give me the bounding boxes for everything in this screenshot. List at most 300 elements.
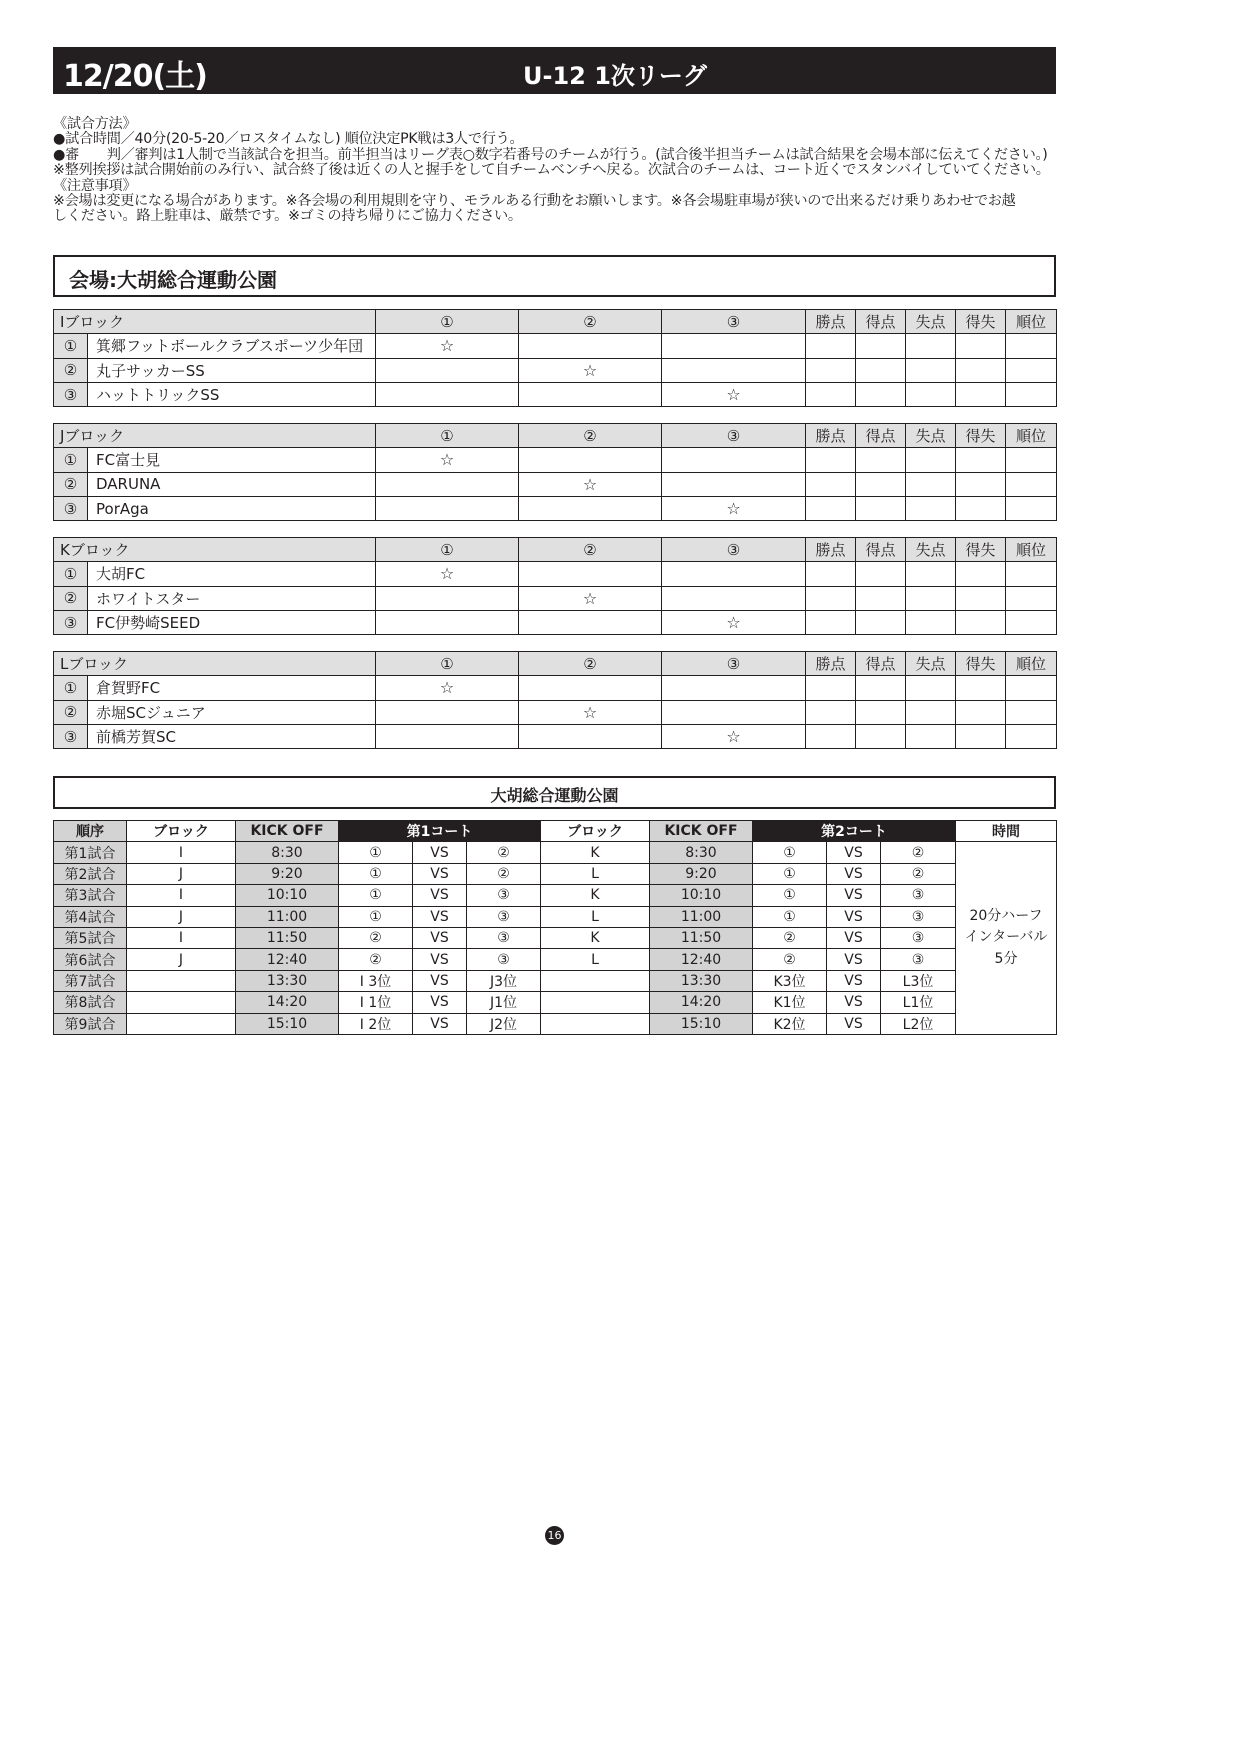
schedule-row <box>54 1013 1057 1034</box>
home-court-1: I 2位 <box>339 1013 413 1034</box>
venue-box <box>53 255 1056 297</box>
result-cell <box>856 382 906 406</box>
block-court-2: K <box>541 885 650 906</box>
result-cell <box>662 472 806 496</box>
result-cell <box>856 610 906 634</box>
vs-court-2: VS <box>827 927 881 948</box>
team-number: ① <box>54 448 88 472</box>
away-court-2: ③ <box>881 906 956 927</box>
team-name: DARUNA <box>88 472 376 496</box>
team-number: ② <box>54 472 88 496</box>
vs-court-2: VS <box>827 906 881 927</box>
star-icon: ☆ <box>662 610 806 634</box>
notes-line: ●審 判／審判は1人制で当該試合を担当。前半担当はリーグ表○数字若番号のチームが行う。(試合後半担当チームは試合結果を会場本部に伝えてください。) <box>53 146 1048 163</box>
header-block-1: ブロック <box>127 821 236 842</box>
home-court-2: K3位 <box>753 970 827 991</box>
block-column-header: ② <box>519 538 662 562</box>
match-schedule-table <box>53 820 1057 1035</box>
vs-court-1: VS <box>413 885 467 906</box>
away-court-1: ③ <box>467 885 541 906</box>
block-column-header: 失点 <box>906 424 956 448</box>
team-row <box>54 382 1057 406</box>
team-number: ② <box>54 586 88 610</box>
block-column-header: ③ <box>662 538 806 562</box>
vs-court-1: VS <box>413 842 467 863</box>
star-icon: ☆ <box>519 586 662 610</box>
away-court-2: ③ <box>881 885 956 906</box>
result-cell <box>519 562 662 586</box>
block-court-1 <box>127 1013 236 1034</box>
result-cell <box>956 448 1006 472</box>
kickoff-court-1: 10:10 <box>236 885 339 906</box>
team-row <box>54 358 1057 382</box>
time-note-line: 20分ハーフ <box>969 908 1043 925</box>
result-cell <box>1006 676 1057 700</box>
block-court-1 <box>127 992 236 1013</box>
vs-court-1: VS <box>413 927 467 948</box>
schedule-header-row <box>54 821 1057 842</box>
team-row <box>54 700 1057 724</box>
match-order: 第2試合 <box>54 863 127 884</box>
match-order: 第8試合 <box>54 992 127 1013</box>
block-column-header: ② <box>519 310 662 334</box>
schedule-row <box>54 906 1057 927</box>
result-cell <box>662 676 806 700</box>
result-cell <box>856 676 906 700</box>
home-court-2: ② <box>753 949 827 970</box>
kickoff-court-1: 13:30 <box>236 970 339 991</box>
vs-court-2: VS <box>827 885 881 906</box>
block-column-header: 得点 <box>856 652 906 676</box>
result-cell <box>806 472 856 496</box>
schedule-row <box>54 992 1057 1013</box>
home-court-1: ① <box>339 842 413 863</box>
block-court-1 <box>127 970 236 991</box>
vs-court-2: VS <box>827 863 881 884</box>
kickoff-court-1: 15:10 <box>236 1013 339 1034</box>
block-column-header: 得失 <box>956 652 1006 676</box>
vs-court-2: VS <box>827 842 881 863</box>
match-order: 第1試合 <box>54 842 127 863</box>
rules-notes <box>53 117 1063 225</box>
team-name: ホワイトスター <box>88 586 376 610</box>
result-cell <box>906 382 956 406</box>
block-column-header: ① <box>376 310 519 334</box>
result-cell <box>376 472 519 496</box>
result-cell <box>956 382 1006 406</box>
result-cell <box>1006 358 1057 382</box>
kickoff-court-1: 11:50 <box>236 927 339 948</box>
schedule-row <box>54 970 1057 991</box>
result-cell <box>956 610 1006 634</box>
block-column-header: ③ <box>662 424 806 448</box>
result-cell <box>956 472 1006 496</box>
schedule-row <box>54 885 1057 906</box>
schedule-title-box <box>53 776 1056 809</box>
result-cell <box>956 562 1006 586</box>
match-order: 第5試合 <box>54 927 127 948</box>
result-cell <box>906 496 956 520</box>
match-order: 第9試合 <box>54 1013 127 1034</box>
page-header-bar <box>53 47 1056 94</box>
team-name: ハットトリックSS <box>88 382 376 406</box>
kickoff-court-2: 12:40 <box>650 949 753 970</box>
result-cell <box>376 700 519 724</box>
block-column-header: 失点 <box>906 652 956 676</box>
team-row <box>54 496 1057 520</box>
result-cell <box>856 562 906 586</box>
header-court-2: 第2コート <box>753 821 956 842</box>
result-cell <box>856 724 906 748</box>
team-name: 丸子サッカーSS <box>88 358 376 382</box>
result-cell <box>806 700 856 724</box>
team-row <box>54 448 1057 472</box>
team-row <box>54 676 1057 700</box>
result-cell <box>856 586 906 610</box>
result-cell <box>856 496 906 520</box>
result-cell <box>1006 334 1057 358</box>
block-court-1: J <box>127 863 236 884</box>
block-column-header: ① <box>376 652 519 676</box>
block-court-2 <box>541 992 650 1013</box>
result-cell <box>519 334 662 358</box>
block-column-header: 得点 <box>856 424 906 448</box>
header-time: 時間 <box>956 821 1057 842</box>
home-court-2: K2位 <box>753 1013 827 1034</box>
time-note-line: 5分 <box>994 950 1018 967</box>
star-icon: ☆ <box>662 496 806 520</box>
block-name: Kブロック <box>54 538 376 562</box>
vs-court-2: VS <box>827 949 881 970</box>
match-order: 第6試合 <box>54 949 127 970</box>
header-title: U-12 1次リーグ <box>523 62 707 90</box>
vs-court-1: VS <box>413 970 467 991</box>
star-icon: ☆ <box>376 448 519 472</box>
block-table <box>53 651 1057 749</box>
notes-line: ※整列挨拶は試合開始前のみ行い、試合終了後は近くの人と握手をして自チームベンチへ戻る。次試合のチームは、コート近くでスタンバイしていてください。 <box>53 162 1050 179</box>
result-cell <box>662 448 806 472</box>
result-cell <box>906 472 956 496</box>
result-cell <box>906 448 956 472</box>
star-icon: ☆ <box>662 724 806 748</box>
result-cell <box>376 586 519 610</box>
result-cell <box>906 610 956 634</box>
star-icon: ☆ <box>376 334 519 358</box>
star-icon: ☆ <box>376 562 519 586</box>
star-icon: ☆ <box>519 472 662 496</box>
star-icon: ☆ <box>662 382 806 406</box>
result-cell <box>856 334 906 358</box>
team-row <box>54 472 1057 496</box>
block-column-header: 失点 <box>906 310 956 334</box>
block-column-header: 勝点 <box>806 424 856 448</box>
result-cell <box>906 358 956 382</box>
result-cell <box>906 334 956 358</box>
vs-court-2: VS <box>827 970 881 991</box>
block-court-2 <box>541 1013 650 1034</box>
team-number: ③ <box>54 724 88 748</box>
match-order: 第7試合 <box>54 970 127 991</box>
block-column-header: 勝点 <box>806 538 856 562</box>
team-name: 赤堀SCジュニア <box>88 700 376 724</box>
block-court-1: I <box>127 842 236 863</box>
team-row <box>54 562 1057 586</box>
block-court-1: I <box>127 885 236 906</box>
block-column-header: ③ <box>662 652 806 676</box>
block-column-header: ③ <box>662 310 806 334</box>
block-column-header: 得点 <box>856 538 906 562</box>
block-column-header: 順位 <box>1006 652 1057 676</box>
away-court-1: ③ <box>467 949 541 970</box>
time-note-line: インターバル <box>964 929 1048 946</box>
block-court-1: J <box>127 949 236 970</box>
home-court-2: ① <box>753 906 827 927</box>
block-name: Iブロック <box>54 310 376 334</box>
kickoff-court-1: 14:20 <box>236 992 339 1013</box>
notes-line: 《試合方法》 <box>53 116 137 132</box>
time-note <box>956 842 1057 1035</box>
home-court-1: ② <box>339 949 413 970</box>
kickoff-court-2: 9:20 <box>650 863 753 884</box>
result-cell <box>519 610 662 634</box>
kickoff-court-2: 14:20 <box>650 992 753 1013</box>
result-cell <box>519 676 662 700</box>
notes-line: ●試合時間／40分(20-5-20／ロスタイムなし) 順位決定PK戦は3人で行う。 <box>53 131 524 148</box>
team-row <box>54 334 1057 358</box>
block-header-row <box>54 652 1057 676</box>
result-cell <box>662 358 806 382</box>
home-court-1: ① <box>339 906 413 927</box>
kickoff-court-2: 11:50 <box>650 927 753 948</box>
result-cell <box>906 700 956 724</box>
block-name: Jブロック <box>54 424 376 448</box>
notes-line: 《注意事項》 <box>53 177 137 194</box>
result-cell <box>376 382 519 406</box>
home-court-2: ② <box>753 927 827 948</box>
kickoff-court-2: 11:00 <box>650 906 753 927</box>
team-number: ② <box>54 358 88 382</box>
result-cell <box>956 700 1006 724</box>
result-cell <box>956 724 1006 748</box>
result-cell <box>806 358 856 382</box>
block-court-1: I <box>127 927 236 948</box>
star-icon: ☆ <box>519 700 662 724</box>
home-court-2: ① <box>753 842 827 863</box>
block-column-header: 順位 <box>1006 310 1057 334</box>
result-cell <box>806 448 856 472</box>
result-cell <box>856 448 906 472</box>
block-court-2: K <box>541 842 650 863</box>
home-court-2: ① <box>753 863 827 884</box>
result-cell <box>856 358 906 382</box>
team-name: 前橋芳賀SC <box>88 724 376 748</box>
away-court-1: ② <box>467 863 541 884</box>
away-court-2: ② <box>881 842 956 863</box>
home-court-1: ① <box>339 885 413 906</box>
home-court-1: ② <box>339 927 413 948</box>
result-cell <box>1006 610 1057 634</box>
header-kickoff-2: KICK OFF <box>650 821 753 842</box>
result-cell <box>662 334 806 358</box>
schedule-row <box>54 842 1057 863</box>
result-cell <box>806 562 856 586</box>
away-court-1: J1位 <box>467 992 541 1013</box>
result-cell <box>662 700 806 724</box>
header-date: 12/20(土) <box>63 59 207 94</box>
block-column-header: ② <box>519 424 662 448</box>
kickoff-court-1: 9:20 <box>236 863 339 884</box>
result-cell <box>519 724 662 748</box>
result-cell <box>806 676 856 700</box>
vs-court-1: VS <box>413 992 467 1013</box>
team-number: ② <box>54 700 88 724</box>
block-name: Lブロック <box>54 652 376 676</box>
result-cell <box>956 586 1006 610</box>
venue-label: 会場:大胡総合運動公園 <box>69 268 277 292</box>
result-cell <box>856 472 906 496</box>
page-number: 16 <box>545 1526 564 1545</box>
away-court-1: J3位 <box>467 970 541 991</box>
block-column-header: 順位 <box>1006 424 1057 448</box>
team-number: ③ <box>54 382 88 406</box>
away-court-2: L1位 <box>881 992 956 1013</box>
schedule-title: 大胡総合運動公園 <box>490 786 619 805</box>
team-number: ① <box>54 562 88 586</box>
schedule-row <box>54 863 1057 884</box>
home-court-1: ① <box>339 863 413 884</box>
match-order: 第3試合 <box>54 885 127 906</box>
result-cell <box>376 724 519 748</box>
result-cell <box>1006 382 1057 406</box>
result-cell <box>662 562 806 586</box>
block-court-2 <box>541 970 650 991</box>
block-column-header: 勝点 <box>806 652 856 676</box>
result-cell <box>1006 496 1057 520</box>
block-header-row <box>54 424 1057 448</box>
result-cell <box>1006 724 1057 748</box>
team-number: ① <box>54 676 88 700</box>
header-kickoff-1: KICK OFF <box>236 821 339 842</box>
team-name: FC伊勢崎SEED <box>88 610 376 634</box>
block-court-2: L <box>541 863 650 884</box>
kickoff-court-1: 8:30 <box>236 842 339 863</box>
header-order: 順序 <box>54 821 127 842</box>
result-cell <box>956 358 1006 382</box>
block-column-header: 勝点 <box>806 310 856 334</box>
result-cell <box>519 448 662 472</box>
team-name: 箕郷フットボールクラブスポーツ少年団 <box>88 334 376 358</box>
home-court-2: ① <box>753 885 827 906</box>
kickoff-court-2: 13:30 <box>650 970 753 991</box>
block-column-header: ① <box>376 424 519 448</box>
star-icon: ☆ <box>519 358 662 382</box>
block-column-header: 得失 <box>956 424 1006 448</box>
kickoff-court-1: 12:40 <box>236 949 339 970</box>
away-court-2: ③ <box>881 927 956 948</box>
header-court-1: 第1コート <box>339 821 541 842</box>
result-cell <box>376 358 519 382</box>
match-order: 第4試合 <box>54 906 127 927</box>
block-column-header: 得失 <box>956 310 1006 334</box>
result-cell <box>519 382 662 406</box>
block-header-row <box>54 538 1057 562</box>
result-cell <box>906 724 956 748</box>
result-cell <box>806 334 856 358</box>
team-number: ① <box>54 334 88 358</box>
vs-court-1: VS <box>413 949 467 970</box>
notes-line: ※会場は変更になる場合があります。※各会場の利用規則を守り、モラルある行動をお願いします。※各会場駐車場が狭いので出来るだけ乗りあわせでお越 <box>53 192 1016 209</box>
result-cell <box>956 496 1006 520</box>
away-court-1: ③ <box>467 927 541 948</box>
block-court-2: K <box>541 927 650 948</box>
home-court-1: I 3位 <box>339 970 413 991</box>
team-row <box>54 724 1057 748</box>
away-court-2: ② <box>881 863 956 884</box>
vs-court-2: VS <box>827 1013 881 1034</box>
header-block-2: ブロック <box>541 821 650 842</box>
vs-court-2: VS <box>827 992 881 1013</box>
notes-line: しください。路上駐車は、厳禁です。※ゴミの持ち帰りにご協力ください。 <box>53 208 522 225</box>
kickoff-court-2: 8:30 <box>650 842 753 863</box>
block-column-header: 得点 <box>856 310 906 334</box>
result-cell <box>1006 472 1057 496</box>
team-name: 大胡FC <box>88 562 376 586</box>
away-court-2: L2位 <box>881 1013 956 1034</box>
result-cell <box>856 700 906 724</box>
block-column-header: 得失 <box>956 538 1006 562</box>
block-column-header: ② <box>519 652 662 676</box>
block-header-row <box>54 310 1057 334</box>
team-number: ③ <box>54 496 88 520</box>
result-cell <box>906 586 956 610</box>
result-cell <box>519 496 662 520</box>
team-row <box>54 586 1057 610</box>
result-cell <box>956 334 1006 358</box>
result-cell <box>376 610 519 634</box>
block-court-1: J <box>127 906 236 927</box>
block-column-header: 順位 <box>1006 538 1057 562</box>
result-cell <box>906 562 956 586</box>
block-table <box>53 423 1057 521</box>
kickoff-court-1: 11:00 <box>236 906 339 927</box>
schedule-row <box>54 927 1057 948</box>
result-cell <box>376 496 519 520</box>
result-cell <box>806 724 856 748</box>
away-court-2: L3位 <box>881 970 956 991</box>
block-table <box>53 309 1057 407</box>
star-icon: ☆ <box>376 676 519 700</box>
home-court-1: I 1位 <box>339 992 413 1013</box>
result-cell <box>806 382 856 406</box>
team-name: FC富士見 <box>88 448 376 472</box>
team-row <box>54 610 1057 634</box>
block-table <box>53 537 1057 635</box>
team-name: 倉賀野FC <box>88 676 376 700</box>
result-cell <box>1006 448 1057 472</box>
block-court-2: L <box>541 906 650 927</box>
result-cell <box>1006 700 1057 724</box>
vs-court-1: VS <box>413 1013 467 1034</box>
schedule-row <box>54 949 1057 970</box>
away-court-1: ② <box>467 842 541 863</box>
away-court-2: ③ <box>881 949 956 970</box>
vs-court-1: VS <box>413 863 467 884</box>
result-cell <box>956 676 1006 700</box>
block-court-2: L <box>541 949 650 970</box>
result-cell <box>806 586 856 610</box>
kickoff-court-2: 10:10 <box>650 885 753 906</box>
result-cell <box>906 676 956 700</box>
